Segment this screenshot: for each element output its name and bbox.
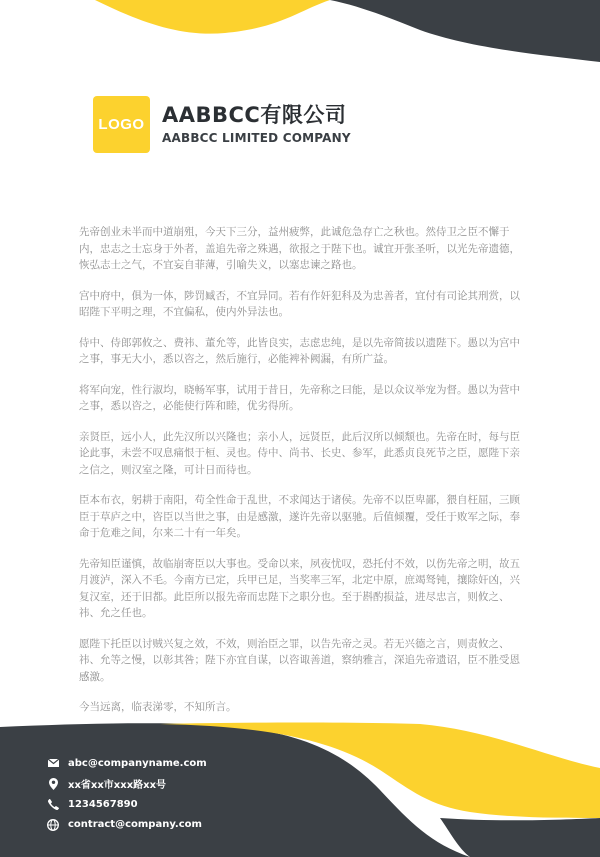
paragraph: 先帝创业未半而中道崩殂，今天下三分，益州疲弊，此诚危急存亡之秋也。然侍卫之臣不懈于内，忠志之士忘身于外者，盖追先帝之殊遇，欲报之于陛下也。诚宜开张圣听，以光先帝遗德，恢弘志士之气，不宜妄自菲薄，引喻失义，以塞忠谏之路也。: [79, 226, 520, 271]
contact-address: [47, 774, 207, 795]
contact-phone: [47, 794, 207, 815]
company-name: AABBCC有限公司: [162, 103, 347, 127]
company-name-english: AABBCC LIMITED COMPANY: [162, 131, 351, 145]
logo-text: LOGO: [98, 116, 145, 133]
mail-icon: [47, 757, 59, 769]
contact-list: [47, 753, 207, 835]
contact-email: [47, 753, 207, 774]
paragraph: 今当远离，临表涕零，不知所言。: [79, 701, 237, 713]
bottom-right-dark-strip: [440, 818, 600, 857]
top-yellow-wave: [95, 0, 330, 34]
contact-website: [47, 815, 207, 836]
contact-address-text: xx省xx市xxx路xx号: [68, 780, 167, 792]
paragraph: 先帝知臣谨慎，故临崩寄臣以大事也。受命以来，夙夜忧叹，恐托付不效，以伤先帝之明，故五月渡泸，深入不毛。今南方已定，兵甲已足，当奖率三军，北定中原，庶竭驽钝，攘除奸凶，兴复汉室，还于旧都。此臣所以报先帝而忠陛下之职分也。至于斟酌损益，进尽忠言，则攸之、祎、允之任也。: [79, 557, 520, 619]
contact-phone-text[interactable]: 1234567890: [68, 798, 138, 810]
globe-icon: [47, 819, 59, 831]
top-dark-wave: [330, 0, 600, 62]
logo-box: [93, 96, 150, 153]
paragraph: 亲贤臣，远小人，此先汉所以兴隆也；亲小人，远贤臣，此后汉所以倾颓也。先帝在时，每与臣论此事，未尝不叹息痛恨于桓、灵也。侍中、尚书、长史、参军，此悉贞良死节之臣，愿陛下亲之信之，则汉室之隆，可计日而待也。: [79, 430, 520, 476]
company-heading: [162, 102, 351, 145]
paragraph: 将军向宠，性行淑均，晓畅军事，试用于昔日，先帝称之曰能，是以众议举宠为督。愚以为营中之事，悉以咨之，必能使行阵和睦，优劣得所。: [79, 383, 520, 412]
letter-body: [79, 224, 527, 730]
location-pin-icon: [47, 778, 59, 790]
phone-icon: [47, 798, 59, 810]
paragraph: 愿陛下托臣以讨贼兴复之效，不效，则治臣之罪，以告先帝之灵。若无兴德之言，则责攸之、祎、允等之慢，以彰其咎；陛下亦宜自谋，以咨诹善道，察纳雅言，深追先帝遗诏，臣不胜受恩感激。: [79, 637, 520, 683]
paragraph: 侍中、侍郎郭攸之、费祎、董允等，此皆良实，志虑忠纯，是以先帝简拔以遗陛下。愚以为宫中之事，事无大小，悉以咨之，然后施行，必能裨补阙漏，有所广益。: [79, 336, 520, 365]
contact-email-text[interactable]: abc@companyname.com: [68, 757, 207, 769]
paragraph: 臣本布衣，躬耕于南阳，苟全性命于乱世，不求闻达于诸侯。先帝不以臣卑鄙，猥自枉屈，三顾臣于草庐之中，咨臣以当世之事，由是感激，遂许先帝以驱驰。后值倾覆，受任于败军之际，奉命于危难之间，尔来二十有一年矣。: [79, 494, 520, 539]
contact-website-text[interactable]: contract@company.com: [68, 819, 202, 831]
paragraph: 宫中府中，俱为一体，陟罚臧否，不宜异同。若有作奸犯科及为忠善者，宜付有司论其刑赏，以昭陛下平明之理，不宜偏私，使内外异法也。: [79, 289, 520, 318]
